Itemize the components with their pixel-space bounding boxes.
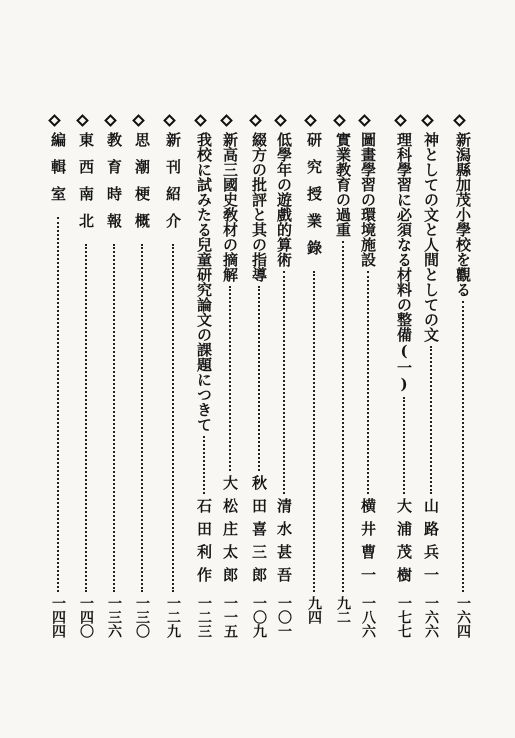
diamond-bullet-icon xyxy=(104,114,117,127)
toc-entry-page-number: 一四〇 xyxy=(78,596,94,638)
toc-entry-title: 東西南北 xyxy=(77,132,95,240)
diamond-bullet-icon xyxy=(394,114,407,127)
toc-entry xyxy=(75,116,97,706)
diamond-bullet-icon xyxy=(358,114,371,127)
diamond-bullet-icon xyxy=(76,114,89,127)
toc-entry-page-number: 一三〇 xyxy=(134,596,150,638)
toc-entry xyxy=(103,116,125,706)
diamond-bullet-icon xyxy=(249,114,262,127)
toc-entry-page-number: 九四 xyxy=(306,596,322,624)
toc-entry-title: 編輯室 xyxy=(49,132,67,213)
toc-entry xyxy=(420,116,442,706)
leader-dots xyxy=(283,271,285,494)
toc-entry-author: 大浦茂樹 xyxy=(395,498,413,590)
leader-dots xyxy=(203,436,205,494)
toc-entry xyxy=(303,116,325,706)
diamond-bullet-icon xyxy=(333,114,346,127)
toc-entry-page-number: 一二九 xyxy=(165,596,181,638)
leader-dots xyxy=(229,286,231,471)
toc-entry xyxy=(357,116,379,706)
toc-entry xyxy=(47,116,69,706)
toc-entry xyxy=(131,116,153,706)
toc-entry-page-number: 一八六 xyxy=(360,596,376,638)
leader-dots xyxy=(258,286,260,471)
toc-entry-page-number: 一六四 xyxy=(455,596,471,638)
leader-dots xyxy=(367,271,369,494)
diamond-bullet-icon xyxy=(194,114,207,127)
toc-entry-page-number: 一〇一 xyxy=(276,596,292,638)
toc-entry-page-number: 一二三 xyxy=(196,596,212,638)
toc-entry-page-number: 一三六 xyxy=(106,596,122,638)
toc-entry-title: 新潟縣加茂小學校を觀る xyxy=(454,132,472,297)
diamond-bullet-icon xyxy=(304,114,317,127)
diamond-bullet-icon xyxy=(220,114,233,127)
leader-dots xyxy=(141,244,143,592)
leader-dots xyxy=(462,301,464,592)
leader-dots xyxy=(342,241,344,592)
diamond-bullet-icon xyxy=(163,114,176,127)
toc-entry-title: 神としての文と人間としての文 xyxy=(422,132,440,342)
toc-entry xyxy=(193,116,215,706)
toc-entry-author: 山路兵一 xyxy=(422,498,440,590)
toc-entry xyxy=(248,116,270,706)
toc-entry-title: 我校に試みたる兒童研究論文の課題につきて xyxy=(195,132,213,432)
diamond-bullet-icon xyxy=(421,114,434,127)
toc-entry xyxy=(393,116,415,706)
leader-dots xyxy=(430,346,432,494)
toc-entry-author: 石田利作 xyxy=(195,498,213,590)
toc-entry xyxy=(452,116,474,706)
toc-entry-author: 横井曹一 xyxy=(359,498,377,590)
leader-dots xyxy=(57,217,59,592)
leader-dots xyxy=(113,244,115,592)
toc-entry-title: 新刊紹介 xyxy=(164,132,182,240)
toc-entry-title: 教育時報 xyxy=(105,132,123,240)
toc-entry xyxy=(273,116,295,706)
diamond-bullet-icon xyxy=(274,114,287,127)
toc-entry-title: 綴方の批評と其の指導 xyxy=(250,132,268,282)
toc-entry-author: 清水甚吾 xyxy=(275,498,293,590)
diamond-bullet-icon xyxy=(132,114,145,127)
leader-dots xyxy=(313,271,315,592)
leader-dots xyxy=(85,244,87,592)
toc-entry-title: 思潮梗概 xyxy=(133,132,151,240)
toc-entry-title: 低學年の遊戲的算術 xyxy=(275,132,293,267)
toc-entry-page-number: 一一五 xyxy=(222,596,238,638)
leader-dots xyxy=(403,397,405,494)
toc-entry xyxy=(219,116,241,706)
diamond-bullet-icon xyxy=(48,114,61,127)
toc-entry-page-number: 九二 xyxy=(335,596,351,624)
diamond-bullet-icon xyxy=(453,114,466,127)
toc-entry-title: 研究授業錄 xyxy=(305,132,323,267)
toc-entry-title: 圖畫學習の環境施設 xyxy=(359,132,377,267)
toc-entry-title: 新高三國史敎材の摘解 xyxy=(221,132,239,282)
toc-entry-title: 實業教育の過重 xyxy=(334,132,352,237)
toc-entry xyxy=(332,116,354,706)
toc-entry-page-number: 一六六 xyxy=(423,596,439,638)
toc-entry-page-number: 一〇九 xyxy=(251,596,267,638)
toc-entry-page-number: 一四四 xyxy=(50,596,66,638)
toc-entry-author: 大松庄太郎 xyxy=(221,475,239,590)
toc-entry-author: 秋田喜三郎 xyxy=(250,475,268,590)
toc-entry-page-number: 一七七 xyxy=(396,596,412,638)
toc-entry-title: 理科學習に必須なる材料の整備(一) xyxy=(395,132,413,393)
leader-dots xyxy=(172,244,174,592)
toc-entry xyxy=(162,116,184,706)
